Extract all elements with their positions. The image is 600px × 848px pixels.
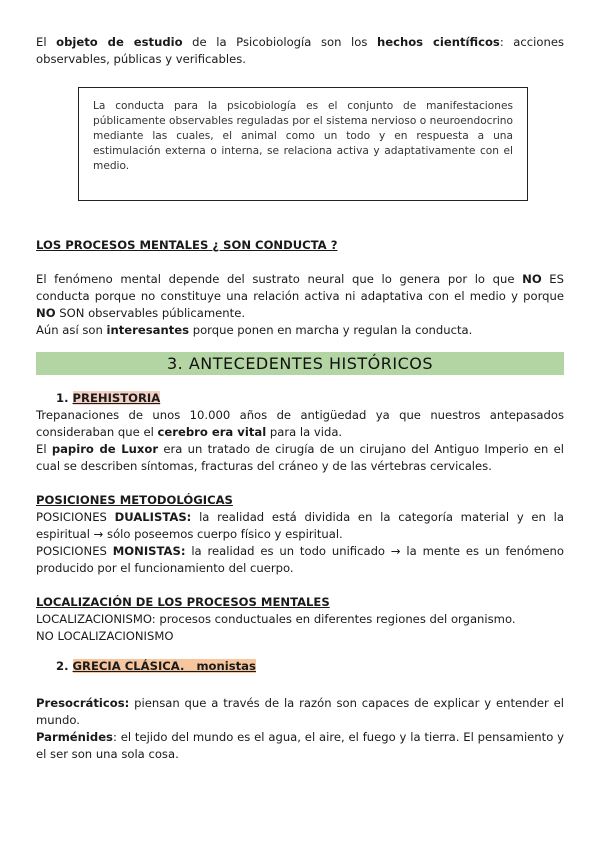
bold-text: NO [36, 306, 56, 320]
bold-text: Presocráticos: [36, 696, 130, 710]
procesos-paragraph-2 [36, 322, 564, 339]
bold-text: Parménides [36, 730, 113, 744]
grecia-paragraph-2 [36, 729, 564, 763]
text: SON observables públicamente. [55, 306, 246, 320]
text: de la Psicobiología son los [182, 35, 377, 49]
definition-text: La conducta para la psicobiología es el conjunto de manifestaciones públicamente observables reguladas por el sistema nervioso o neuroendocrino mediante las cuales, el animal como un todo y en respuesta a una estimulación externa o interna, se relaciona activa y adaptativamente con el medio. [93, 100, 513, 172]
text: POSICIONES [36, 544, 113, 558]
bold-text: papiro de Luxor [51, 442, 159, 456]
heading-text: GRECIA CLÁSICA. monistas [72, 659, 256, 673]
text: piensan que a través de la razón son capaces de explicar y entender el mundo. [36, 696, 564, 727]
heading-text: PREHISTORIA [72, 391, 161, 405]
text: ES conducta porque no constituye una relación activa ni adaptativa con el medio y porque [36, 272, 564, 303]
posiciones-heading: POSICIONES METODOLÓGICAS [36, 493, 233, 507]
bold-text: NO [522, 272, 542, 286]
text: El [36, 442, 52, 456]
text: era un tratado de cirugía de un cirujano del Antiguo Imperio en el cual se describen síntomas, fracturas del cráneo y de las vértebras cervicales. [36, 442, 564, 473]
bold-text: cerebro era vital [157, 425, 267, 439]
localizacion-line-1: LOCALIZACIONISMO: procesos conductuales en diferentes regiones del organismo. [36, 612, 516, 626]
definition-box [78, 87, 528, 201]
text: porque ponen en marcha y regulan la conducta. [189, 323, 473, 337]
bold-text: DUALISTAS: [114, 510, 192, 524]
text: : acciones observables, públicas y verificables. [36, 35, 564, 66]
posiciones-paragraph-1 [36, 509, 564, 543]
text: El fenómeno mental depende del sustrato neural que lo genera por lo que [36, 272, 523, 286]
prehistoria-heading [36, 390, 564, 407]
bold-text: MONISTAS: [112, 544, 186, 558]
text: para la vida. [266, 425, 343, 439]
text: Trepanaciones de unos 10.000 años de antigüedad ya que nuestros antepasados consideraban que el [36, 408, 564, 439]
grecia-heading [36, 658, 564, 675]
bold-text: interesantes [106, 323, 190, 337]
localizacion-line-2: NO LOCALIZACIONISMO [36, 629, 174, 643]
text: POSICIONES [36, 510, 115, 524]
prehistoria-paragraph-1 [36, 407, 564, 441]
text: El [36, 35, 57, 49]
bold-text: objeto de estudio [56, 35, 183, 49]
localizacion-heading: LOCALIZACIÓN DE LOS PROCESOS MENTALES [36, 595, 330, 609]
text: la realidad está dividida en la categoría material y en la espiritual → sólo poseemos cuerpo físico y espiritual. [36, 510, 564, 541]
list-number: 1. [56, 391, 69, 405]
procesos-heading: LOS PROCESOS MENTALES ¿ SON CONDUCTA ? [36, 238, 338, 252]
prehistoria-paragraph-2 [36, 441, 564, 475]
grecia-paragraph-1 [36, 695, 564, 729]
list-number: 2. [56, 659, 69, 673]
document-page [36, 34, 564, 763]
procesos-paragraph-1 [36, 271, 564, 322]
intro-paragraph [36, 34, 564, 68]
posiciones-paragraph-2 [36, 543, 564, 577]
text: Aún así son [36, 323, 107, 337]
text: la realidad es un todo unificado → la mente es un fenómeno producido por el funcionamiento del cuerpo. [36, 544, 564, 575]
section-title-band: 3. ANTECEDENTES HISTÓRICOS [36, 352, 564, 375]
text: : el tejido del mundo es el agua, el aire, el fuego y la tierra. El pensamiento y el ser son una sola cosa. [36, 730, 564, 761]
bold-text: hechos científicos [376, 35, 500, 49]
